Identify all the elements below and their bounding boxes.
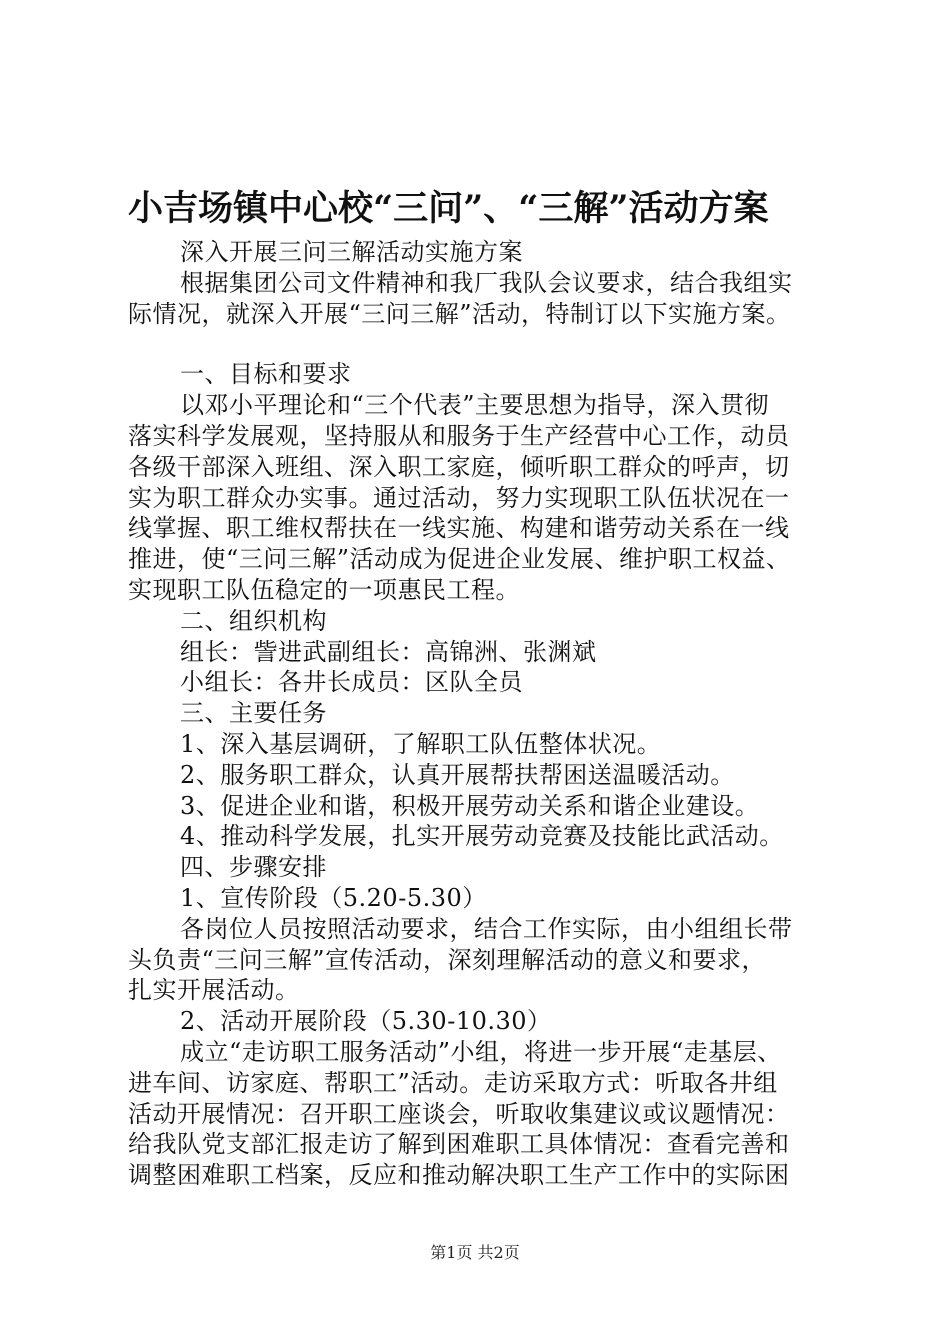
paragraph-line: 各级干部深入班组、深入职工家庭，倾听职工群众的呼声，切 [128, 452, 790, 481]
paragraph-line: 调整困难职工档案，反应和推动解决职工生产工作中的实际困 [128, 1161, 790, 1190]
paragraph-line: 活动开展情况：召开职工座谈会，听取收集建议或议题情况： [128, 1099, 790, 1128]
paragraph-line: 进车间、访家庭、帮职工”活动。走访采取方式：听取各井组 [128, 1068, 778, 1097]
document-body [128, 237, 850, 1191]
paragraph-line: 3、促进企业和谐，积极开展劳动关系和谐企业建设。 [180, 791, 760, 820]
paragraph-line: 扎实开展活动。 [128, 976, 300, 1005]
paragraph-line: 小组长：各井长成员：区队全员 [180, 668, 523, 697]
paragraph-line: 给我队党支部汇报走访了解到困难职工具体情况：查看完善和 [128, 1130, 790, 1159]
paragraph-line: 2、活动开展阶段（5.30-10.30） [180, 1007, 552, 1036]
paragraph-line: 2、服务职工群众，认真开展帮扶帮困送温暖活动。 [180, 760, 735, 789]
paragraph-line: 4、推动科学发展，扎实开展劳动竞赛及技能比武活动。 [180, 822, 784, 851]
paragraph-line: 成立“走访职工服务活动”小组，将进一步开展“走基层、 [180, 1037, 782, 1066]
paragraph-line: 头负责“三问三解”宣传活动，深刻理解活动的意义和要求， [128, 945, 767, 974]
paragraph-line: 实现职工队伍稳定的一项惠民工程。 [128, 575, 520, 604]
paragraph-line: 组长：訾进武副组长：高锦洲、张渊斌 [180, 637, 597, 666]
paragraph-line: 二、组织机构 [180, 606, 327, 635]
paragraph-line: 落实科学发展观，坚持服从和服务于生产经营中心工作，动员 [128, 421, 790, 450]
page-footer: 第1页 共2页 [430, 1243, 520, 1262]
paragraph-line: 推进，使“三问三解”活动成为促进企业发展、维护职工权益、 [128, 545, 791, 574]
paragraph-line: 一、目标和要求 [180, 360, 352, 389]
paragraph-line: 四、步骤安排 [180, 853, 327, 882]
paragraph-line: 以邓小平理论和“三个代表”主要思想为指导，深入贯彻 [180, 391, 770, 420]
paragraph-line: 1、深入基层调研，了解职工队伍整体状况。 [180, 729, 662, 758]
document-title: 小吉场镇中心校“三问”、“三解”活动方案 [128, 188, 769, 229]
paragraph-line: 1、宣传阶段（5.20-5.30） [180, 883, 487, 912]
paragraph-line: 深入开展三问三解活动实施方案 [180, 238, 523, 266]
paragraph-line: 际情况，就深入开展“三问三解”活动，特制订以下实施方案。 [128, 299, 791, 328]
paragraph-line: 实为职工群众办实事。通过活动，努力实现职工队伍状况在一 [128, 483, 790, 512]
paragraph-line: 根据集团公司文件精神和我厂我队会议要求，结合我组实 [180, 268, 793, 297]
paragraph-line: 线掌握、职工维权帮扶在一线实施、构建和谐劳动关系在一线 [128, 514, 790, 543]
paragraph-line: 各岗位人员按照活动要求，结合工作实际，由小组组长带 [180, 914, 793, 943]
paragraph-spacer [128, 329, 850, 359]
paragraph-line: 三、主要任务 [180, 699, 327, 728]
